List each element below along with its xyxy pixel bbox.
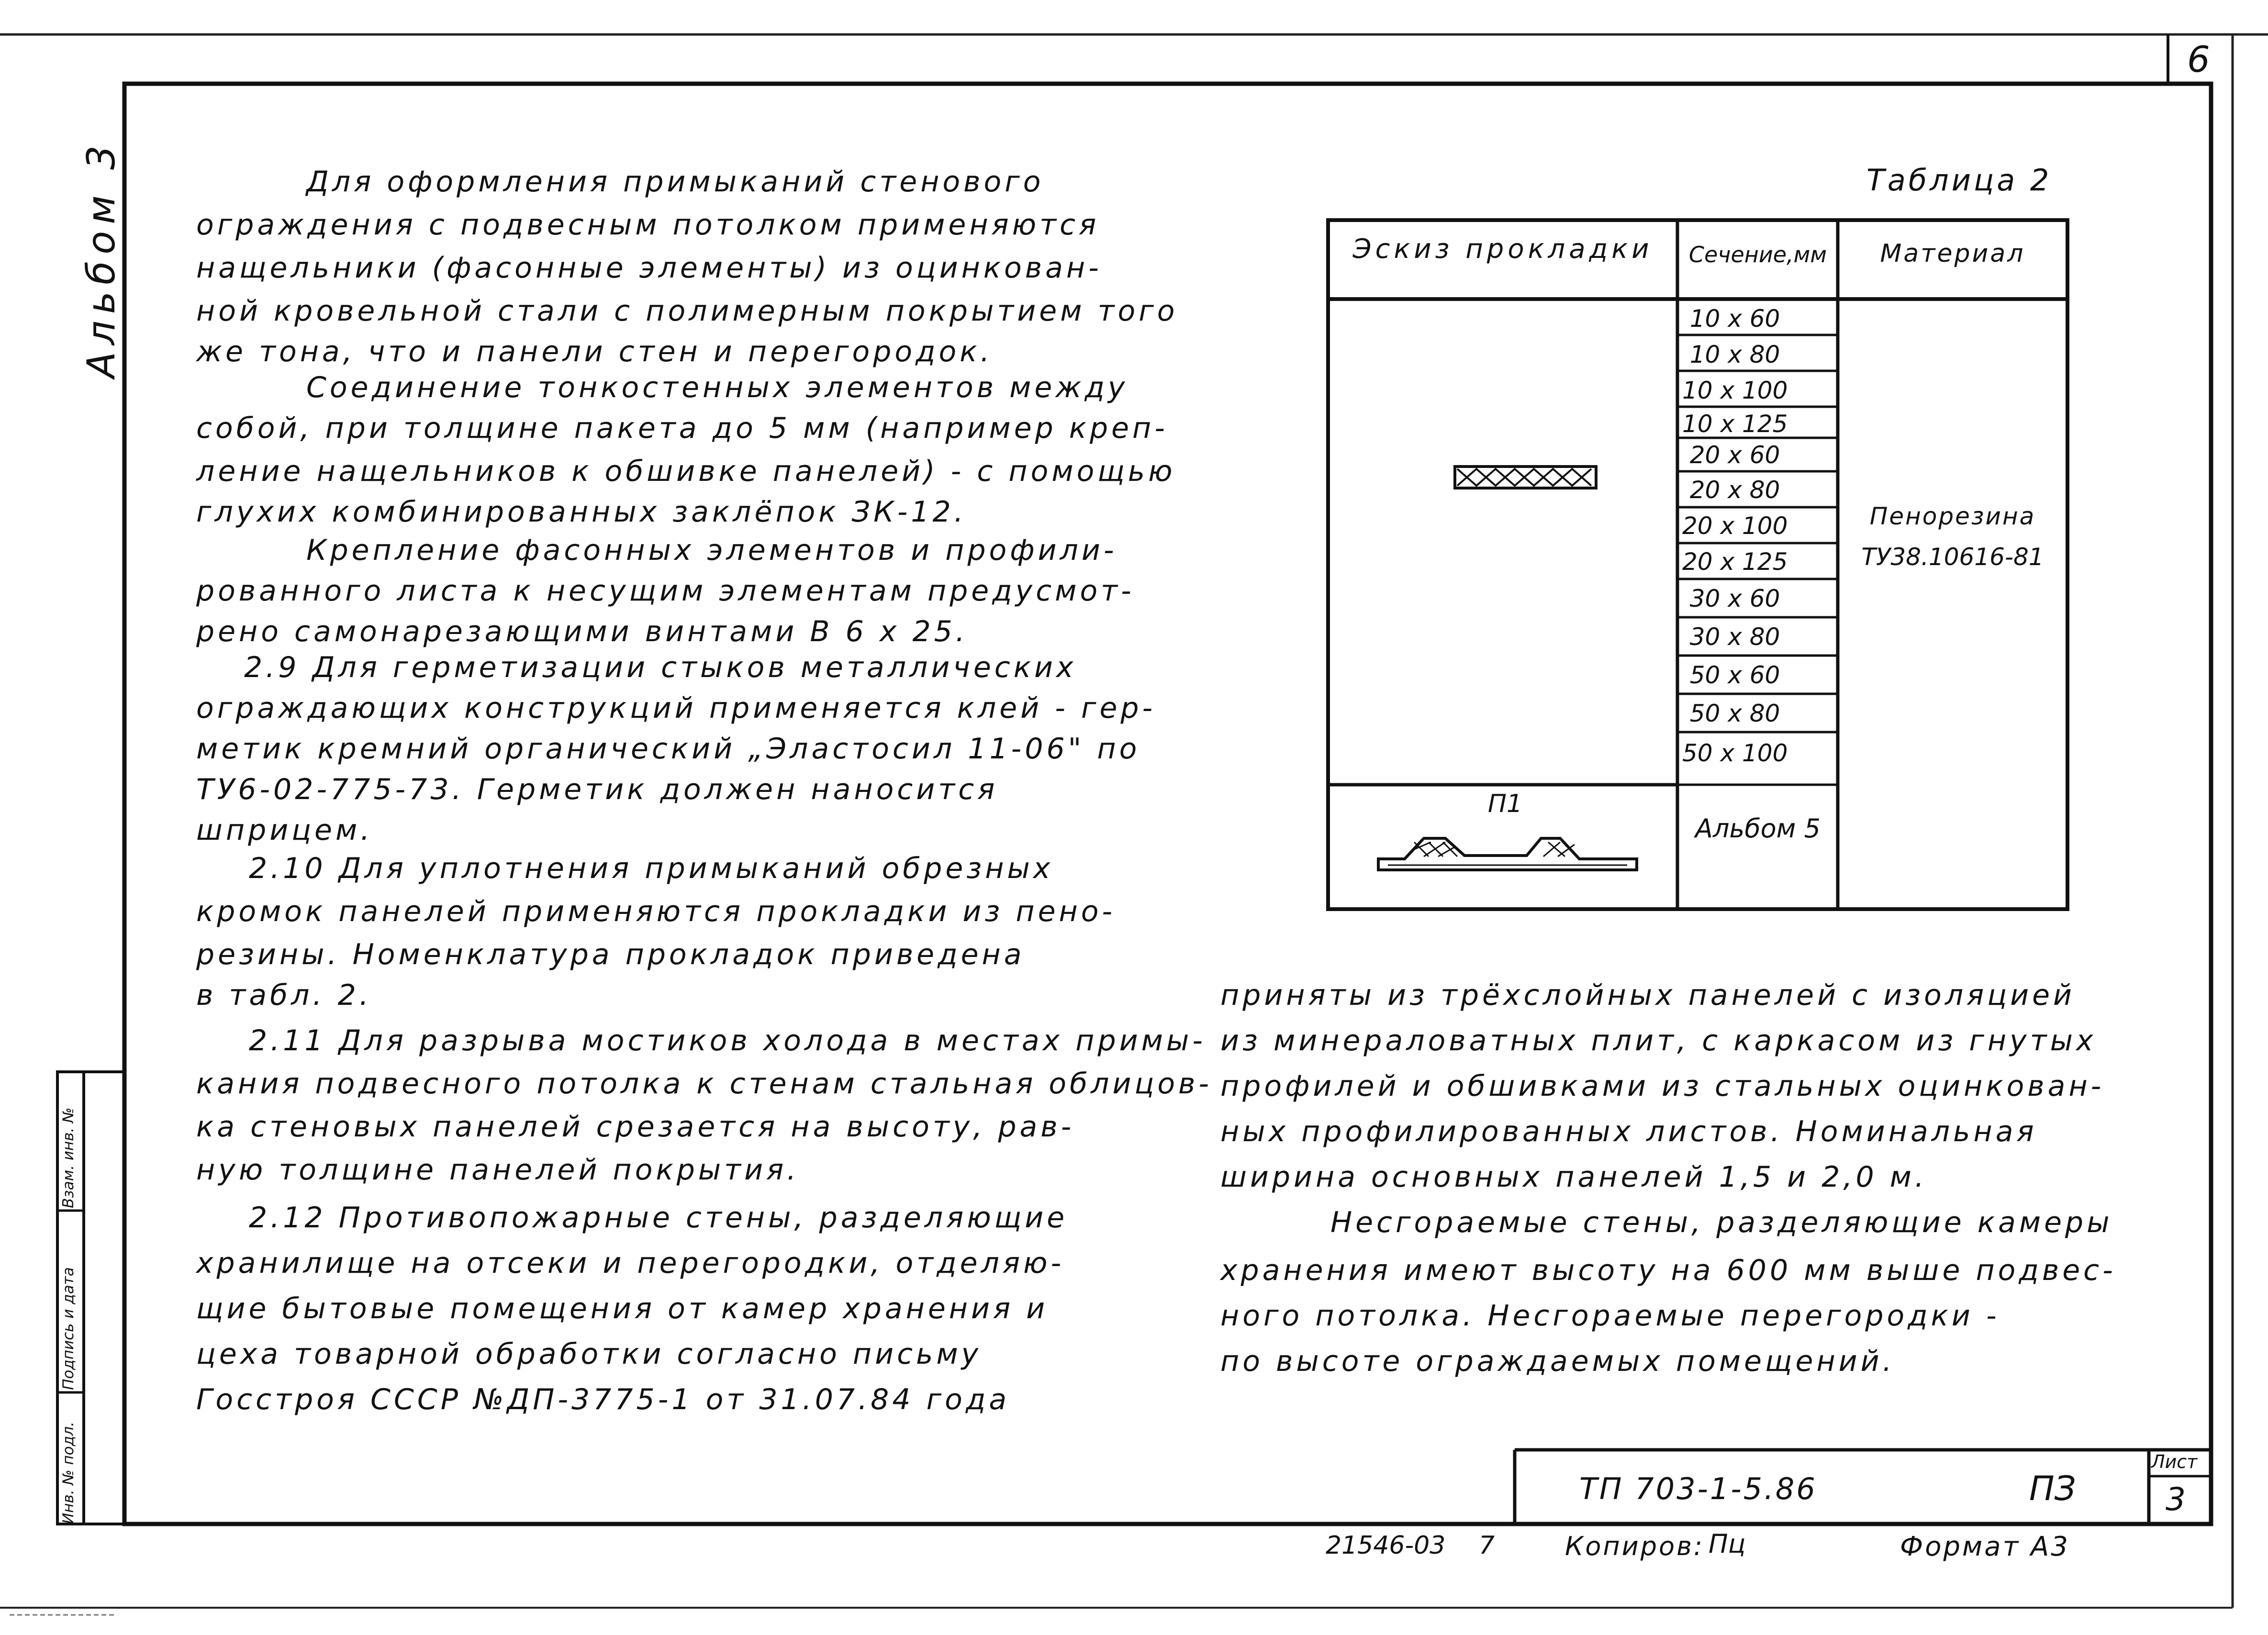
copied-by-signature: Пц bbox=[1709, 1529, 1746, 1559]
section-cell: 20 х 125 bbox=[1682, 548, 1788, 576]
sheet-number: 3 bbox=[2166, 1481, 2186, 1518]
section-cell: 50 х 80 bbox=[1689, 700, 1780, 727]
stamp-signature-date: Подпись и дата bbox=[60, 1267, 77, 1390]
text-line: щие бытовые помещения от камер хранения и bbox=[196, 1292, 1049, 1325]
text-line: ширина основных панелей 1,5 и 2,0 м. bbox=[1220, 1160, 1928, 1194]
text-line: из минераловатных плит, с каркасом из гнутых bbox=[1220, 1024, 2097, 1057]
table-header-section: Сечение,мм bbox=[1688, 242, 1827, 267]
text-line: Для оформления примыканий стенового bbox=[306, 165, 1044, 199]
text-line: рованного листа к несущим элементам предусмот- bbox=[196, 574, 1135, 608]
stamp-replacement-inventory: Взам. инв. № bbox=[60, 1107, 77, 1208]
text-line: профилей и обшивками из стальных оцинкован- bbox=[1220, 1069, 2105, 1103]
text-line: Крепление фасонных элементов и профили- bbox=[306, 534, 1117, 567]
section-cell: 10 х 125 bbox=[1682, 410, 1788, 438]
text-line: приняты из трёхслойных панелей с изоляцией bbox=[1220, 979, 2076, 1012]
text-line: 2.12 Противопожарные стены, разделяющие bbox=[249, 1201, 1068, 1235]
text-line: ограждения с подвесным потолком применяются bbox=[196, 208, 1100, 242]
section-cell: 10 х 100 bbox=[1682, 377, 1788, 404]
text-line: ограждающих конструкций применяется клей - гер- bbox=[196, 691, 1156, 725]
album-side-label: Альбом 3 bbox=[79, 139, 123, 378]
text-line: шприцем. bbox=[196, 813, 373, 847]
text-line: ного потолка. Несгораемые перегородки - bbox=[1220, 1299, 2000, 1333]
text-line: ной кровельной стали с полимерным покрытием того bbox=[196, 294, 1178, 328]
text-line: Соединение тонкостенных элементов между bbox=[306, 371, 1128, 404]
text-line: ных профилированных листов. Номинальная bbox=[1220, 1115, 2037, 1148]
text-line: ление нащельников к обшивке панелей) - с помощью bbox=[196, 455, 1176, 488]
text-line: нащельники (фасонные элементы) из оцинкован- bbox=[196, 251, 1102, 285]
section-cell: 10 х 80 bbox=[1689, 341, 1780, 368]
table-header-material: Материал bbox=[1880, 239, 2025, 268]
order-suffix: 7 bbox=[1479, 1531, 1495, 1560]
section-cell: 20 х 60 bbox=[1689, 441, 1780, 469]
text-line: ТУ6-02-775-73. Герметик должен наносится bbox=[196, 773, 998, 806]
sheet-label: Лист bbox=[2151, 1451, 2198, 1472]
section-cell: 50 х 100 bbox=[1682, 739, 1788, 767]
text-line: 2.10 Для уплотнения примыканий обрезных bbox=[249, 852, 1054, 885]
section-cell: 50 х 60 bbox=[1689, 661, 1780, 689]
text-line: Несгораемые стены, разделяющие камеры bbox=[1330, 1206, 2113, 1239]
text-line: кромок панелей применяются прокладки из пено- bbox=[196, 895, 1116, 928]
text-line: кания подвесного потолка к стенам стальная облицов- bbox=[196, 1067, 1213, 1101]
copied-by-label: Копиров: bbox=[1565, 1531, 1705, 1561]
document-code: ТП 703-1-5.86 bbox=[1579, 1471, 1817, 1506]
material-standard: ТУ38.10616-81 bbox=[1861, 543, 2044, 571]
text-line: цеха товарной обработки согласно письму bbox=[196, 1337, 982, 1371]
text-line: же тона, что и панели стен и перегородок. bbox=[196, 335, 993, 368]
section-cell: 20 х 80 bbox=[1689, 476, 1780, 504]
table-caption: Таблица 2 bbox=[1866, 163, 2052, 198]
section-cell: 20 х 100 bbox=[1682, 512, 1788, 540]
order-number: 21546-03 bbox=[1326, 1531, 1446, 1560]
text-line: метик кремний органический „Эластосил 11-06" по bbox=[196, 732, 1140, 766]
section-cell: 30 х 80 bbox=[1689, 623, 1780, 651]
section-cell: 10 х 60 bbox=[1689, 305, 1780, 333]
text-line: ка стеновых панелей срезается на высоту, рав- bbox=[196, 1110, 1075, 1144]
material-name: Пенорезина bbox=[1869, 502, 2036, 530]
text-line: 2.9 Для герметизации стыков металлических bbox=[244, 651, 1077, 684]
text-line: рено самонарезающими винтами В 6 х 25. bbox=[196, 615, 968, 648]
table-header-sketch: Эскиз прокладки bbox=[1352, 234, 1653, 265]
document-section: ПЗ bbox=[2029, 1469, 2076, 1508]
text-line: глухих комбинированных заклёпок ЗК-12. bbox=[196, 495, 967, 529]
paper-format: Формат А3 bbox=[1900, 1531, 2070, 1562]
text-line: резины. Номенклатура прокладок приведена bbox=[196, 938, 1025, 971]
gasket-p1-label: П1 bbox=[1487, 790, 1523, 818]
stamp-inventory-number: Инв. № подл. bbox=[60, 1422, 77, 1524]
text-line: ную толщине панелей покрытия. bbox=[196, 1153, 800, 1187]
text-line: по высоте ограждаемых помещений. bbox=[1220, 1345, 1895, 1378]
text-line: Госстроя СССР №ДП-3775-1 от 31.07.84 года bbox=[196, 1383, 1010, 1416]
text-line: хранения имеют высоту на 600 мм выше подвес- bbox=[1220, 1254, 2116, 1287]
text-line: 2.11 Для разрыва мостиков холода в местах примы- bbox=[249, 1024, 1206, 1057]
page-number: 6 bbox=[2187, 38, 2210, 80]
text-line: собой, при толщине пакета до 5 мм (например креп- bbox=[196, 412, 1168, 445]
gasket-p1-reference: Альбом 5 bbox=[1695, 813, 1821, 844]
section-cell: 30 х 60 bbox=[1689, 585, 1780, 612]
text-line: хранилище на отсеки и перегородки, отделяю- bbox=[196, 1246, 1065, 1280]
text-line: в табл. 2. bbox=[196, 979, 372, 1012]
